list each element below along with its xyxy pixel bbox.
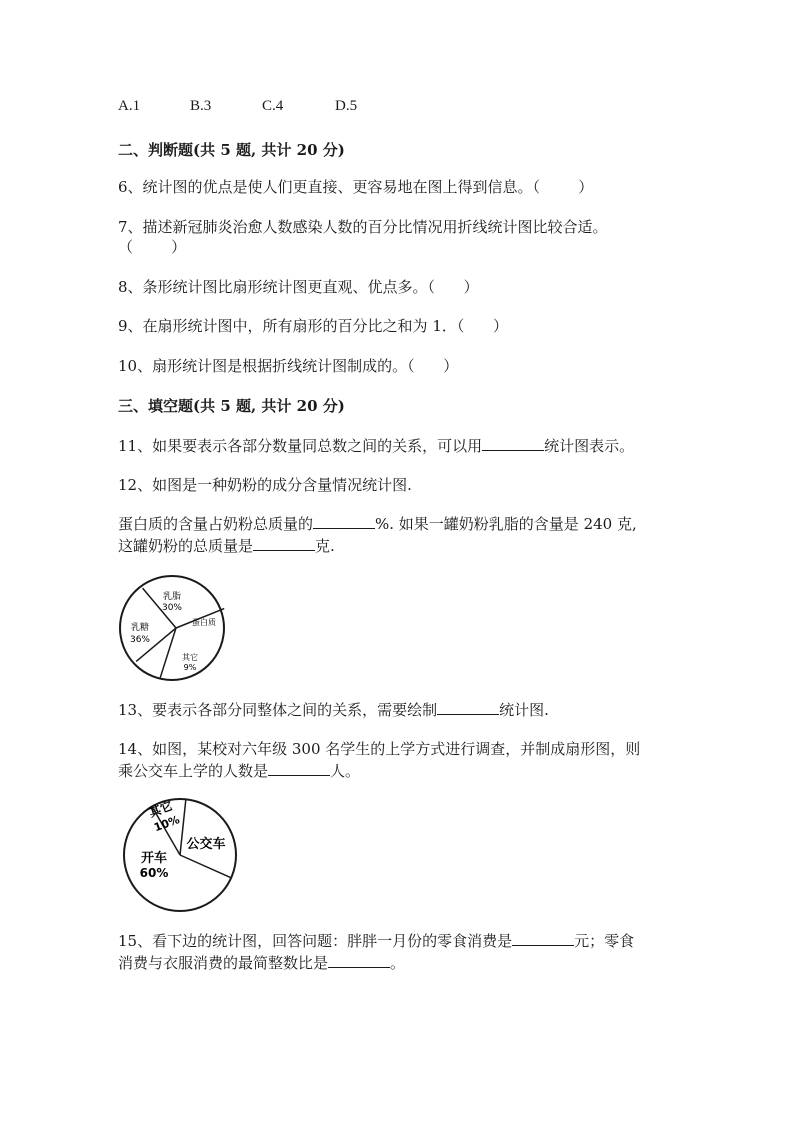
label-qita-pct: 9%	[183, 663, 197, 672]
question-13-text: 13、要表示各部分同整体之间的关系，需要绘制	[118, 701, 438, 719]
question-12-text2: %. 如果一罐奶粉乳脂的含量是 240 克,	[375, 515, 637, 533]
question-15-line2	[118, 952, 405, 973]
answer-blank[interactable]	[313, 514, 375, 529]
commute-pie-chart	[116, 796, 248, 912]
option-a: A.1	[118, 98, 141, 114]
question-11-text: 11、如果要表示各部分数量同总数之间的关系，可以用	[118, 437, 483, 455]
question-14-line1: 14、如图，某校对六年级 300 名学生的上学方式进行调查，并制成扇形图，则	[118, 740, 641, 758]
question-8: 8、条形统计图比扇形统计图更直观、优点多。（ ）	[118, 278, 479, 296]
label-gongjiao: 公交车	[186, 837, 226, 852]
question-13	[118, 699, 549, 720]
question-12-text4: 克.	[315, 537, 335, 555]
label-qita: 其它	[146, 798, 175, 820]
question-13-tail: 统计图.	[499, 701, 549, 719]
answer-blank[interactable]	[268, 761, 330, 776]
question-9: 9、在扇形统计图中，所有扇形的百分比之和为 1．（ ）	[118, 317, 508, 335]
label-qita: 其它	[182, 653, 198, 662]
question-15-tail: 。	[390, 954, 406, 972]
answer-blank[interactable]	[437, 700, 499, 715]
question-12-text: 蛋白质的含量占奶粉总质量的	[118, 515, 314, 533]
section-2-title: 二、判断题(共 5 题, 共计 20 分)	[118, 141, 345, 159]
question-12-intro: 12、如图是一种奶粉的成分含量情况统计图.	[118, 476, 412, 494]
question-15-line1	[118, 930, 634, 951]
section-3-title: 三、填空题(共 5 题, 共计 20 分)	[118, 397, 345, 415]
question-12-line1	[118, 513, 637, 534]
question-12-line2	[118, 535, 335, 556]
question-14-line2	[118, 760, 360, 781]
question-6: 6、统计图的优点是使人们更直接、更容易地在图上得到信息。（ ）	[118, 178, 594, 196]
label-kaiche-pct: 60%	[139, 866, 169, 880]
option-d: D.5	[335, 98, 358, 114]
slice-boundary-2	[180, 855, 231, 878]
question-14-tail: 人。	[330, 762, 361, 780]
answer-blank[interactable]	[253, 536, 315, 551]
answer-blank[interactable]	[512, 931, 574, 946]
label-danbai: 蛋白质	[192, 618, 216, 627]
label-kaiche: 开车	[140, 851, 168, 866]
question-12-text3: 这罐奶粉的总质量是	[118, 537, 254, 555]
label-ruzhi-pct: 30%	[161, 603, 183, 613]
question-7-line1: 7、描述新冠肺炎治愈人数感染人数的百分比情况用折线统计图比较合适。	[118, 218, 608, 236]
label-rutang-pct: 36%	[129, 635, 151, 645]
question-14-text: 乘公交车上学的人数是	[118, 762, 269, 780]
option-b: B.3	[190, 98, 212, 114]
label-ruzhi: 乳脂	[162, 592, 182, 602]
question-15-text2: 元；零食	[574, 932, 635, 950]
label-qita-pct: 10%	[152, 813, 182, 835]
question-7-line2: （ ）	[118, 238, 187, 256]
question-11	[118, 435, 634, 456]
slice-boundary-1	[180, 799, 186, 855]
option-c: C.4	[262, 98, 284, 114]
answer-blank[interactable]	[328, 953, 390, 968]
question-11-tail: 统计图表示。	[544, 437, 635, 455]
question-15-text3: 消费与衣服消费的最简整数比是	[118, 954, 329, 972]
question-10: 10、扇形统计图是根据折线统计图制成的。（ ）	[118, 357, 459, 375]
question-15-text: 15、看下边的统计图，回答问题：胖胖一月份的零食消费是	[118, 932, 513, 950]
milk-powder-pie-chart	[114, 572, 234, 684]
label-rutang: 乳糖	[130, 623, 150, 633]
answer-blank[interactable]	[482, 436, 544, 451]
